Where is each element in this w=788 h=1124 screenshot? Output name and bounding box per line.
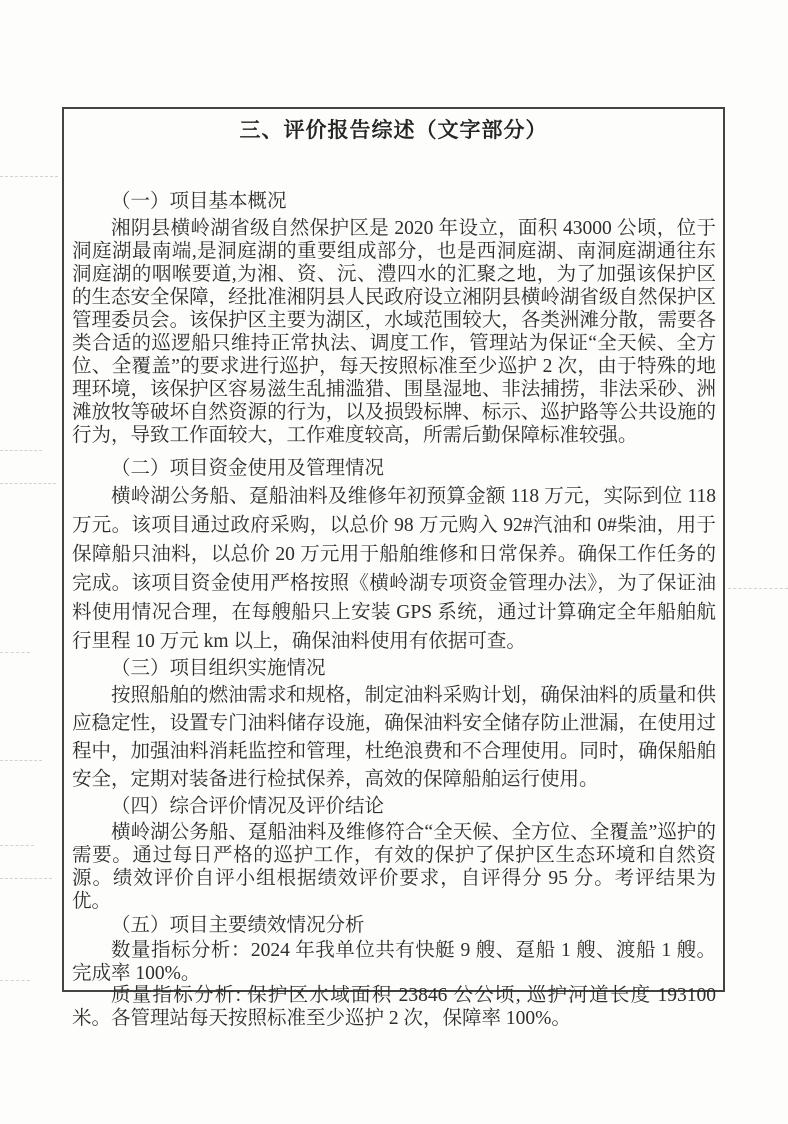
section-heading-3: （三）项目组织实施情况 [111, 658, 326, 679]
section-heading-5: （五）项目主要绩效情况分析 [111, 915, 365, 936]
section-paragraph: 质量指标分析: 保护区水域面积 23846 公公顷, 巡护河道长度 193100 米。各管理站每天按照标准至少巡护 2 次，保障率 100%。 [72, 985, 716, 1029]
section-performance-analysis [72, 913, 716, 1030]
section-evaluation-conclusion [72, 794, 716, 913]
section-heading-1: （一）项目基本概况 [111, 191, 287, 212]
section-basic-overview [72, 189, 716, 447]
section-paragraph: 横岭湖公务船、趸船油料及维修年初预算金额 118 万元，实际到位 118 万元。该项目通过政府采购，以总价 98 万元购入 92#汽油和 0#柴油，用于保障船只油料，以总价 20 万元用于船舶维修和日常保养。确保工作任务的完成。该项目资金使用严格按照《横岭湖专项资金管理办法》，为了保证油料使用情况合理，在每艘船只上安装 GPS 系统，通过计算确定全年船舶航行里程 10 万元 km 以上，确保油料使用有依据可查。 [72, 486, 716, 652]
section-paragraph: 数量指标分析：2024 年我单位共有快艇 9 艘、趸船 1 艘、渡船 1 艘。完成率 100%。 [72, 940, 716, 984]
scan-artifact-line [0, 483, 56, 484]
section-heading-2: （二）项目资金使用及管理情况 [111, 458, 385, 479]
page-title: 三、评价报告综述（文字部分） [239, 118, 548, 142]
report-text-box [62, 107, 725, 1029]
section-paragraph: 按照船舶的燃油需求和规格，制定油料采购计划，确保油料的质量和供应稳定性，设置专门油料储存设施，确保油料安全储存防止泄漏，在使用过程中，加强油料消耗监控和管理，杜绝浪费和不合理使用。同时，确保船舶安全，定期对装备进行检拭保养，高效的保障船舶运行使用。 [72, 685, 716, 790]
scan-artifact-line [0, 176, 58, 177]
scan-artifact-line [728, 588, 788, 589]
section-paragraph: 横岭湖公务船、趸船油料及维修符合“全天候、全方位、全覆盖”巡护的需要。通过每日严格的巡护工作，有效的保护了保护区生态环境和自然资源。绩效评价自评小组根据绩效评价要求，自评得分 95 分。考评结果为优。 [72, 822, 716, 912]
section-paragraph: 湘阴县横岭湖省级自然保护区是 2020 年设立，面积 43000 公顷，位于洞庭湖最南端,是洞庭湖的重要组成部分，也是西洞庭湖、南洞庭湖通往东洞庭湖的咽喉要道,为湘、资、沅、澧四水的汇聚之地，为了加强该保护区的生态安全保障，经批准湘阴县人民政府设立湘阴县横岭湖省级自然保护区管理委员会。该保护区主要为湖区，水域范围较大，各类洲滩分散，需要各类合适的巡逻船只维持正常执法、调度工作，管理站为保证“全天候、全方位、全覆盖”的要求进行巡护，每天按照标准至少巡护 2 次，由于特殊的地理环境，该保护区容易滋生乱捕滥猎、围垦湿地、非法捕捞，非法采砂、洲滩放牧等破坏自然资源的行为，以及损毁标牌、标示、巡护路等公共设施的行为，导致工作面较大，工作难度较高，所需后勤保障标准较强。 [72, 218, 716, 446]
scan-artifact-line [0, 845, 34, 846]
scan-artifact-line [0, 450, 42, 451]
section-organization [72, 656, 716, 794]
scan-artifact-line [0, 760, 42, 761]
section-funds-usage [72, 456, 716, 656]
scan-artifact-line [0, 878, 52, 879]
scan-artifact-line [0, 652, 30, 653]
section-heading-4: （四）综合评价情况及评价结论 [111, 796, 385, 817]
scan-artifact-line [0, 980, 30, 981]
report-content [64, 189, 723, 1030]
